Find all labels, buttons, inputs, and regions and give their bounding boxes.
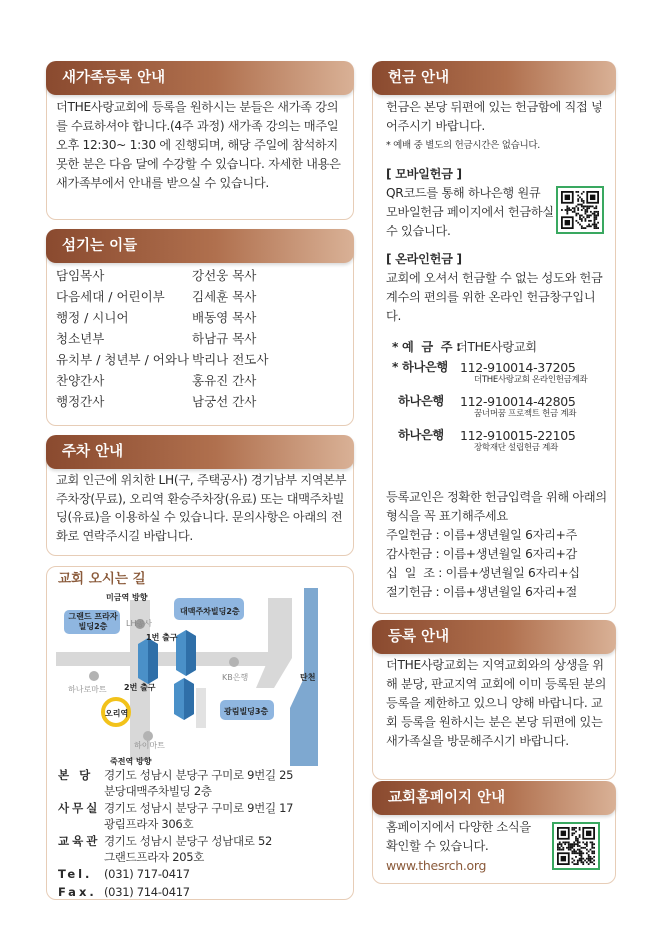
online-body: 교회에 오셔서 헌금할 수 없는 성도와 헌금 계수의 편의를 위한 온라인 헌금창구입니다. [386,271,603,323]
homepage-url-link[interactable]: www.thesrch.org [386,858,487,873]
servant-role: 다음세대 / 어린이부 [56,289,165,304]
holder-value: 더THE사랑교회 [456,340,537,354]
address-value: (031) 717-0417 [104,867,190,881]
address-value: 경기도 성남시 분당구 구미로 9번길 25 분당대맥주차빌딩 2층 [104,768,294,798]
servant-name: 배동영 목사 [192,310,257,325]
servant-role: 담임목사 [56,268,105,283]
map-lh-label: LH공사 [126,619,152,628]
map-gwangrim-label: 광림빌딩3층 [224,707,269,716]
online-title: [ 온라인헌금 ] [386,252,462,266]
map-tancheon-label: 탄천 [300,673,316,682]
address-key: Fax. [58,884,97,899]
address-value: (031) 714-0417 [104,884,190,899]
directions-title: 교회 오시는 길 [58,571,146,587]
address-key: 교육관 [58,834,101,848]
address-row [58,768,293,799]
servant-name: 하남규 목사 [192,331,257,346]
offering-intro: 헌금은 본당 뒤편에 있는 헌금함에 직접 넣어주시기 바랍니다. [386,100,603,133]
map-dot-hanaro [89,671,99,681]
map-building-3 [174,678,194,720]
map-road-right [256,598,292,688]
map-daemaek-label: 대맥주차빌딩2층 [180,607,240,616]
map-station-label: 오리역 [105,709,129,718]
mobile-body: QR코드를 통해 하나은행 원큐 모바일헌금 페이지에서 헌금하실 수 있습니다. [386,186,554,238]
servant-name: 강선웅 목사 [192,268,257,283]
map-building-2 [176,630,196,676]
account-desc: 꿈너머꿈 프로젝트 헌금 계좌 [474,409,577,419]
servant-role: 유치부 / 청년부 / 어와나 [56,352,189,367]
map-exit1-label: 1번 출구 [146,633,178,642]
servant-name: 박리나 전도사 [192,352,269,367]
homepage-body: 홈페이지에서 다양한 소식을 확인할 수 있습니다. [386,820,531,853]
offering-note: * 예배 중 별도의 헌금시간은 없습니다. [386,140,540,151]
parking-title: 주차 안내 [46,435,354,469]
servant-role: 행정간사 [56,394,105,409]
map-building-1 [138,638,158,684]
account-bank: 하나은행 [398,428,444,442]
registration-title: 등록 안내 [372,620,616,654]
map-kb-label: KB은행 [222,673,249,682]
account-number: 112-910014-37205 [460,360,576,375]
newfamily-body: 더THE사랑교회에 등록을 원하시는 분들은 새가족 강의를 수료하셔야 합니다.(4주 과정) 새가족 강의는 매주일 오후 12:30~ 1:30 에 진행되며, 해당 주일에 참석하지 못한 분은 다음 달에 수강할 수 있습니다. 자세한 내용은 새가족부에서 안내를 받으실 수 있습니다. [56,100,341,190]
mobile-qr-code[interactable] [556,186,604,234]
mobile-title: [ 모바일헌금 ] [386,167,462,181]
map-grand-label: 그랜드 프라자 빌딩2층 [68,612,118,631]
map-dot-kb [229,657,239,667]
address-row [58,885,190,901]
format-item: 십 일 조 : 이름+생년월일 6자리+십 [386,566,580,580]
address-row [58,834,272,865]
format-intro: 등록교인은 정확한 헌금입력을 위해 아래의 형식을 꼭 표기해주세요 [386,490,607,523]
holder-label: * 예 금 주 : [392,340,461,354]
parking-body: 교회 인근에 위치한 LH(구, 주택공사) 경기남부 지역본부 주차장(무료), 오리역 환승주차장(유료) 또는 대맥주차빌딩(유료)을 이용하실 수 있습니다. 문의사항은 아래의 전화로 연락주시길 바랍니다. [56,473,347,543]
map-top-label: 미금역 방향 [106,593,148,602]
newfamily-title: 새가족등록 안내 [46,61,354,95]
map-side-road [196,688,206,728]
map-bottom-label: 죽전역 방향 [110,757,152,766]
address-key: Tel. [58,867,93,881]
account-desc: 장학재단 설립헌금 계좌 [474,443,558,453]
account-number: 112-910014-42805 [460,394,576,409]
servant-name: 김세훈 목사 [192,289,257,304]
account-number: 112-910015-22105 [460,428,576,443]
servant-name: 남궁선 간사 [192,394,257,409]
format-item: 절기헌금 : 이름+생년월일 6자리+절 [386,585,577,599]
format-item: 주일헌금 : 이름+생년월일 6자리+주 [386,528,577,542]
servant-role: 청소년부 [56,331,105,346]
address-row [58,867,190,883]
format-item: 감사헌금 : 이름+생년월일 6자리+감 [386,547,577,561]
servant-role: 찬양간사 [56,373,105,388]
address-key: 본 당 [58,768,94,782]
address-value: 경기도 성남시 분당구 성남대로 52 그랜드프라자 205호 [104,834,272,864]
account-bank: * 하나은행 [392,360,448,374]
address-key: 사무실 [58,801,101,815]
map-himart-label: 하이마트 [134,741,165,750]
homepage-qr-code[interactable] [552,822,600,870]
homepage-title: 교회홈페이지 안내 [372,781,616,815]
map-hanaro-label: 하나로마트 [68,685,107,694]
registration-body: 더THE사랑교회는 지역교회와의 상생을 위해 분당, 판교지역 교회에 이미 등록된 분의 등록을 제한하고 있으니 양해 바랍니다. 교회 등록을 원하시는 분은 본당 뒤편에 있는 새가족실을 방문해주시기 바랍니다. [386,658,607,748]
address-value: 경기도 성남시 분당구 구미로 9번길 17 광림프라자 306호 [104,801,294,831]
offering-title: 헌금 안내 [372,61,616,95]
servants-title: 섬기는 이들 [46,229,354,263]
servant-name: 홍유진 간사 [192,373,257,388]
servant-role: 행정 / 시니어 [56,310,129,325]
map-exit2-label: 2번 출구 [124,683,156,692]
address-row [58,801,293,832]
account-bank: 하나은행 [398,394,444,408]
account-desc: 더THE사랑교회 온라인헌금계좌 [474,375,588,385]
